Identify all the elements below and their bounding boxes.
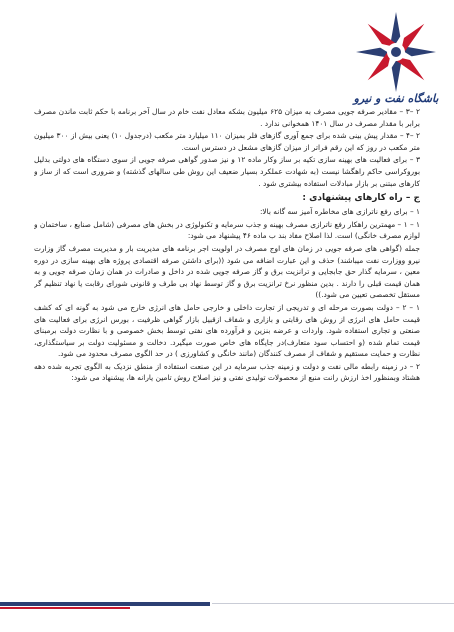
list-item: ۱ – ۱ – مهمترین راهکار رفع ناترازی مصرف بهینه و جذب سرمایه و تکنولوژی در بخش های مصرفی (شامل صنایع ، ساختمان و لوازم مصرف خانگی) است. لذا اصلاح مفاد بند ب ماده ۴۶ پیشنهاد می شود:	[34, 219, 420, 241]
document-body	[34, 106, 420, 576]
list-item: ۱ – ۲ – دولت بصورت مرحله ای و تدریجی از تجارت داخلی و خارجی حامل های انرژی خارج می شود به گونه ای که کشف قیمت حامل های انرژی از روش های رقابتی و بازاری و شفاف ازقبیل بازار گواهی ظرفیت ، بورس انرژی برای فعالیت های صنعتی و تجاری استفاده شود. واردات و عرضه بنزین و فرآورده های نفتی توسط بخش خصوصی و با نظارت دولت برمبنای قیمت تمام شده (و احتساب سود متعارف)در جایگاه های خاص صورت میگیرد. دخالت و مسئولیت دولت بر سیاستگذاری، نظارت و حمایت مستقیم و شفاف از مصرف کنندگان (مانند خانگی و کشاورزی ) در حد الگوی مصرف محدود می شود.	[34, 302, 420, 359]
footer-rule-blue	[0, 602, 210, 606]
list-item: ۲ – در زمینه رابطه مالی نفت و دولت و زمینه جذب سرمایه در این صنعت استفاده از منطق نزدیک به الگوی تجربه شده دهه هشتاد وبمنظور اخذ ارزش رانت منبع از محصولات تولیدی نفتی و نیز اصلاح روش تامین یارانه ها، پیشنهاد می شود:	[34, 361, 420, 383]
paragraph: ۲ –۳ – مقادیر صرفه جویی مصرف به میزان ۶۲۵ میلیون بشکه معادل نفت خام در سال آخر برنامه با حکم ثابت ماندن مصرف برابر با مقدار مصرف در سال ۱۴۰۱ همخوانی ندارد .	[34, 107, 420, 128]
section-intro: ۱ – برای رفع ناترازی های مخاطره آمیز سه گانه بالا:	[259, 207, 420, 217]
paragraph: ۳ – برای فعالیت های بهینه سازی تکیه بر ساز وکار ماده ۱۲ و نیز صدور گواهی صرفه جویی از سوی دستگاه های دولتی بدلیل بوروکراسی حاکم راهگشا نیست (به شهادت عملکرد بسیار ضعیف این روش طی سالهای گذشته) و ضروری است که از ساز و کارهای مبتنی بر بازار مبادلات استفاده بیشتری شود .	[34, 155, 420, 188]
paragraph: ۲ –۴ – مقدار پیش بینی شده برای جمع آوری گازهای فلر بمیزان ۱۱۰ میلیارد متر مکعب (درجدول ۱۰) یعنی بیش از ۳۰۰ میلیون متر مکعب در روز که این رقم فراتر از میزان گازهای مشعل در دسترس است.	[34, 131, 420, 152]
logo-caption: باشگاه نفت و نیرو	[353, 92, 439, 105]
footer-rule-grey	[212, 603, 454, 604]
section-heading: ج – راه کارهای پیشنهادی :	[302, 193, 420, 204]
oil-and-energy-club-logo-icon	[352, 6, 440, 106]
list-item: جمله (گواهی های صرفه جویی در زمان های اوج مصرف در اولویت اجر برنامه های مدیریت بار و مدیریت مصرف گاز وزارت نیرو ووزارت نفت میباشند) حذف و این عبارت اضافه می شود ((برای داشتن صرفه اقتصادی پروژه های بهینه سازی در دوره معین ، سرمایه گذار حق جابجایی و ترانزیت برق و گاز صرفه جویی شده در داخل و صادرات در همان زمان صرفه جویی و به همان قیمت قبلی را دارند . بدین منظور نرخ ترانزیت برق و گاز توسط نهاد بی طرف و قانونی شورای رقابت یا نهاد تنظیم گر مستقل تخصصی تعیین می شود.))	[34, 243, 420, 300]
footer-rule-red	[0, 607, 130, 609]
